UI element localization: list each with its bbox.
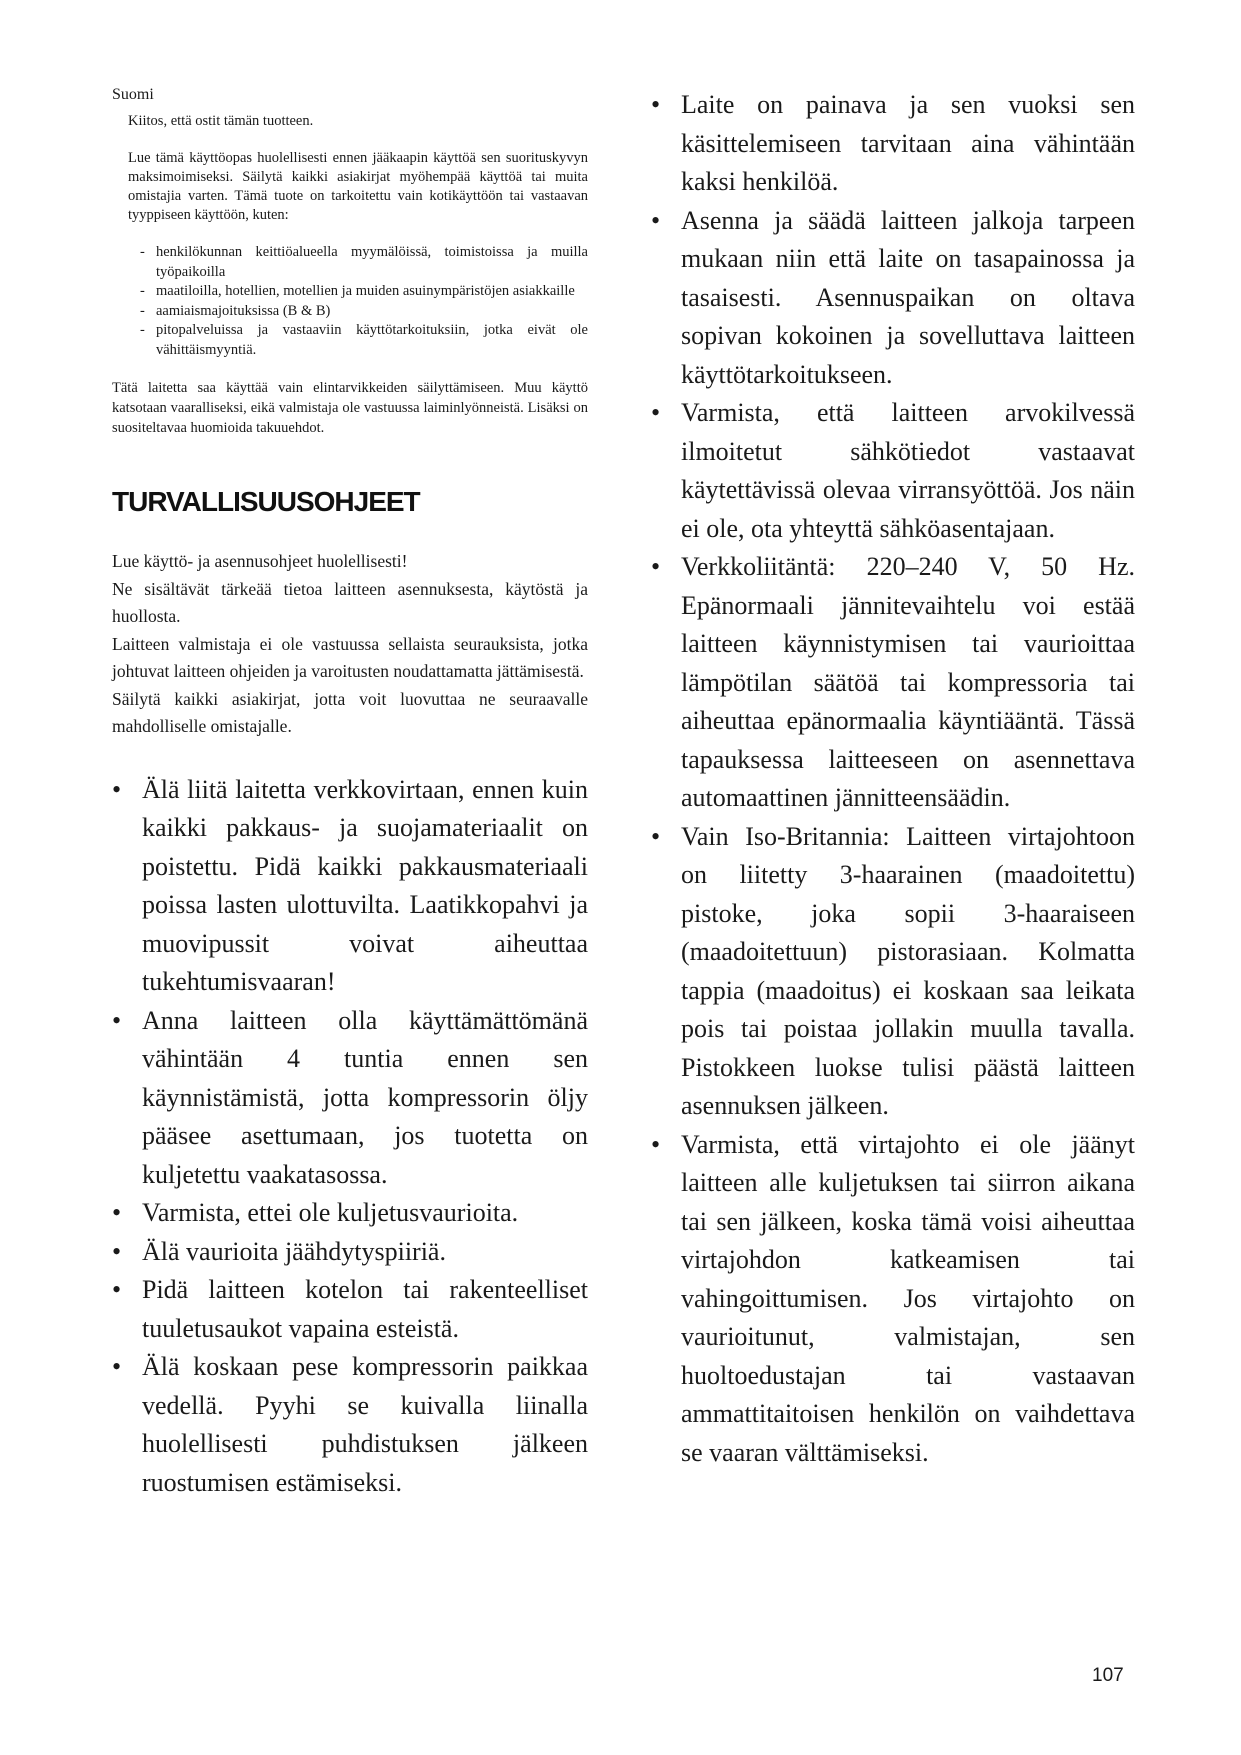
list-item: • Asenna ja säädä laitteen jalkoja tarpeen mukaan niin että laite on tasapainossa ja tasaisesti. Asennuspaikan on oltava sopivan kokoinen ja sovelluttava laitteen käyttötarkoitukseen. <box>651 202 1135 395</box>
safety-intro-line: Laitteen valmistaja ei ole vastuussa sellaista seurauksista, jotka johtuvat laitteen ohjeiden ja varoitusten noudattamatta jättämisestä. <box>112 633 588 681</box>
list-item: • Verkkoliitäntä: 220–240 V, 50 Hz. Epänormaali jännitevaihtelu voi estää laitteen käynnistymisen tai vaurioittaa lämpötilan säätöä tai kompressoria tai aiheuttaa epänormaalia käyntiääntä. Tässä tapauksessa laitteeseen on asennettava automaattinen jännitteensäädin. <box>651 548 1135 818</box>
right-column <box>651 86 1135 1472</box>
list-item: • Älä vaurioita jäähdytyspiiriä. <box>112 1233 588 1272</box>
list-item: • Älä liitä laitetta verkkovirtaan, ennen kuin kaikki pakkaus- ja suojamateriaalit on poistettu. Pidä kaikki pakkausmateriaali poissa lasten ulottuvilta. Laatikkopahvi ja muovipussit voivat aiheuttaa tukehtumisvaaran! <box>112 771 588 1002</box>
list-item: - aamiaismajoituksissa (B & B) <box>140 302 588 322</box>
right-bullet-list <box>651 86 1135 1472</box>
left-bullet-list <box>112 771 588 1503</box>
list-item: • Varmista, että virtajohto ei ole jäänyt laitteen alle kuljetuksen tai siirron aikana tai sen jälkeen, koska tämä voisi aiheuttaa virtajohdon katkeamisen tai vahingoittumisen. Jos virtajohto on vaurioitunut, valmistajan, sen huoltoedustajan tai vastaavan ammattitaitoisen henkilön on vaihdettava se vaaran välttämiseksi. <box>651 1126 1135 1473</box>
left-column <box>112 86 588 1502</box>
page-number: 107 <box>1092 1665 1124 1686</box>
list-item: - pitopalveluissa ja vastaaviin käyttötarkoituksiin, jotka eivät ole vähittäismyyntiä. <box>140 321 588 360</box>
safety-intro-line: Lue käyttö- ja asennusohjeet huolellisesti! <box>112 551 408 571</box>
safety-intro-line: Ne sisältävät tärkeää tietoa laitteen asennuksesta, käytöstä ja huollosta. <box>112 578 588 626</box>
thanks-text: Kiitos, että ostit tämän tuotteen. <box>128 113 314 129</box>
list-item: • Anna laitteen olla käyttämättömänä vähintään 4 tuntia ennen sen käynnistämistä, jotta kompressorin öljy pääsee asettumaan, jos tuotetta on kuljetettu vaakatasossa. <box>112 1002 588 1195</box>
list-item: • Varmista, ettei ole kuljetusvaurioita. <box>112 1194 588 1233</box>
list-item: • Pidä laitteen kotelon tai rakenteelliset tuuletusaukot vapaina esteistä. <box>112 1271 588 1348</box>
section-title: TURVALLISUUSOHJEET <box>112 486 420 517</box>
list-item: • Varmista, että laitteen arvokilvessä ilmoitetut sähkötiedot vastaavat käytettävissä olevaa virransyöttöä. Jos näin ei ole, ota yhteyttä sähköasentajaan. <box>651 394 1135 548</box>
list-item: - henkilökunnan keittiöalueella myymälöissä, toimistoissa ja muilla työpaikoilla <box>140 243 588 282</box>
intro-paragraph: Lue tämä käyttöopas huolellisesti ennen jääkaapin käyttöä sen suorituskyvyn maksimoimiseksi. Säilytä kaikki asiakirjat myöhempää käyttöä tai muita omistajia varten. Tämä tuote on tarkoitettu vain kotikäyttöön tai vastaavan tyyppiseen käyttöön, kuten: <box>128 150 588 223</box>
use-case-list <box>140 243 588 360</box>
usage-note: Tätä laitetta saa käyttää vain elintarvikkeiden säilyttämiseen. Muu käyttö katsotaan vaaralliseksi, eikä valmistaja ole vastuussa laiminlyönneistä. Lisäksi on suositeltavaa huomioida takuuehdot. <box>112 380 588 436</box>
list-item: • Laite on painava ja sen vuoksi sen käsittelemiseen tarvitaan aina vähintään kaksi henkilöä. <box>651 86 1135 202</box>
list-item: • Älä koskaan pese kompressorin paikkaa vedellä. Pyyhi se kuivalla liinalla huolellisesti puhdistuksen jälkeen ruostumisen estämiseksi. <box>112 1348 588 1502</box>
safety-intro <box>112 548 588 741</box>
safety-intro-line: Säilytä kaikki asiakirjat, jotta voit luovuttaa ne seuraavalle mahdolliselle omistajalle. <box>112 688 588 736</box>
language-label: Suomi <box>112 86 154 103</box>
list-item: • Vain Iso-Britannia: Laitteen virtajohtoon on liitetty 3-haarainen (maadoitettu) pistoke, joka sopii 3-haaraiseen (maadoitettuun) pistorasiaan. Kolmatta tappia (maadoitus) ei koskaan saa leikata pois tai poistaa jollakin muulla tavalla. Pistokkeen luokse tulisi päästä laitteen asennuksen jälkeen. <box>651 818 1135 1126</box>
list-item: - maatiloilla, hotellien, motellien ja muiden asuinympäristöjen asiakkaille <box>140 282 588 302</box>
